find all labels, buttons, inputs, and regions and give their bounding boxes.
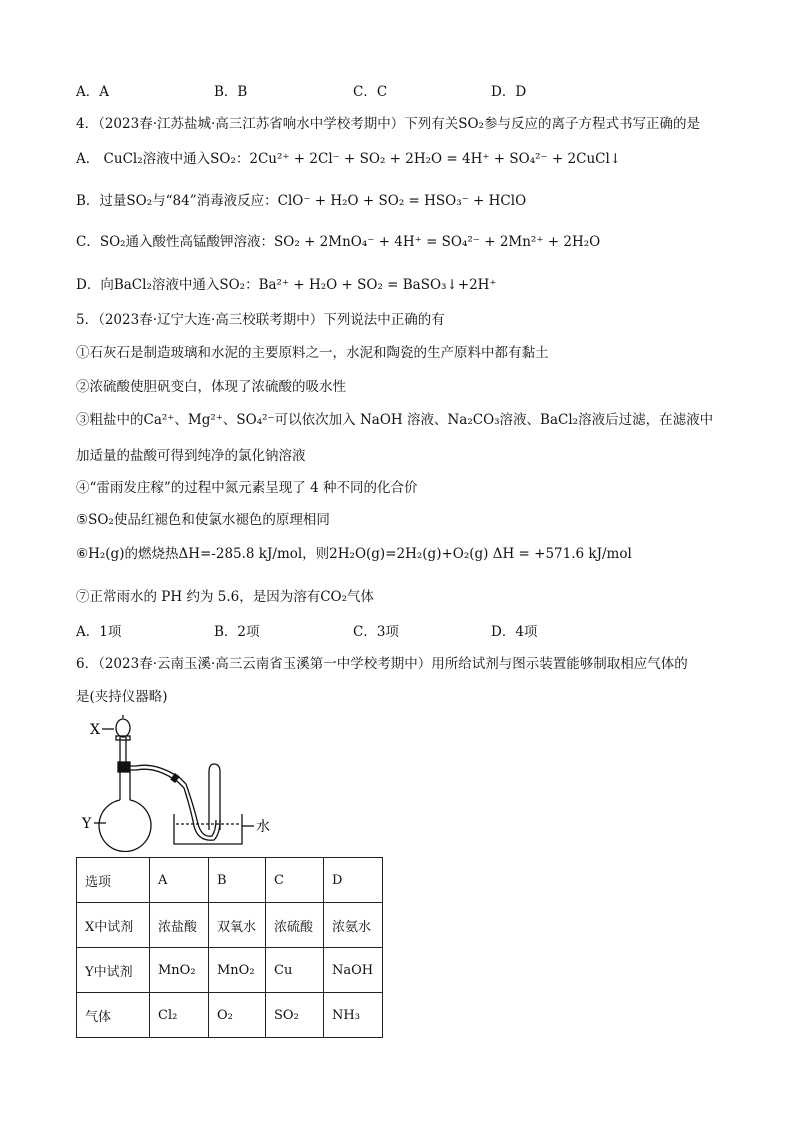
table-cell: NaOH [324, 948, 383, 993]
table-cell: 双氧水 [209, 903, 266, 948]
table-cell: 选项 [77, 858, 150, 903]
q5-item-5: ⑤SO₂使品红褪色和使氯水褪色的原理相同 [76, 512, 330, 528]
q4-option-d: D．向BaCl₂溶液中通入SO₂：Ba²⁺ + H₂O + SO₂ = BaSO₃↓+2H⁺ [76, 277, 497, 293]
table-cell: MnO₂ [150, 948, 209, 993]
table-cell: Y中试剂 [77, 948, 150, 993]
table-cell: 浓氨水 [324, 903, 383, 948]
table-cell: NH₃ [324, 993, 383, 1038]
q5-item-4: ④“雷雨发庄稼”的过程中氮元素呈现了 4 种不同的化合价 [76, 480, 418, 496]
q5-item-3: ③粗盐中的Ca²⁺、Mg²⁺、SO₄²⁻可以依次加入 NaOH 溶液、Na₂CO₃溶液、BaCl₂溶液后过滤，在滤液中 [76, 412, 714, 428]
table-cell: A [150, 858, 209, 903]
table-cell: O₂ [209, 993, 266, 1038]
option-d: D．4项 [491, 624, 538, 640]
q4-option-b: B．过量SO₂与“84”消毒液反应：ClO⁻ + H₂O + SO₂ = HSO₃⁻ + HClO [76, 193, 527, 209]
table-cell: Cl₂ [150, 993, 209, 1038]
table-row [77, 903, 383, 948]
table-cell: D [324, 858, 383, 903]
q5-item-6: ⑥H₂(g)的燃烧热ΔH=-285.8 kJ/mol，则2H₂O(g)=2H₂(g)+O₂(g) ΔH = +571.6 kJ/mol [76, 546, 632, 562]
q4-option-a: A． CuCl₂溶液中通入SO₂：2Cu²⁺ + 2Cl⁻ + SO₂ + 2H₂O = 4H⁺ + SO₄²⁻ + 2CuCl↓ [76, 151, 622, 167]
q5-item-3-cont: 加适量的盐酸可得到纯净的氯化钠溶液 [76, 448, 306, 464]
table-row [77, 993, 383, 1038]
gas-apparatus-figure [76, 712, 296, 852]
table-cell: C [266, 858, 324, 903]
option-a: A．1项 [76, 624, 122, 640]
q4-option-c: C．SO₂通入酸性高锰酸钾溶液：SO₂ + 2MnO₄⁻ + 4H⁺ = SO₄²⁻ + 2Mn²⁺ + 2H₂O [76, 234, 601, 250]
apparatus-drawing [76, 712, 296, 852]
label-water: 水 [256, 819, 270, 835]
option-c: C．C [353, 84, 388, 100]
q5-item-1: ①石灰石是制造玻璃和水泥的主要原料之一，水泥和陶瓷的生产原料中都有黏土 [76, 345, 549, 361]
table-cell: 气体 [77, 993, 150, 1038]
table-row [77, 858, 383, 903]
table-row [77, 948, 383, 993]
option-a: A．A [76, 84, 109, 100]
option-b: B．B [214, 84, 248, 100]
q5-item-2: ②浓硫酸使胆矾变白，体现了浓硫酸的吸水性 [76, 379, 346, 395]
table-cell: B [209, 858, 266, 903]
label-y: Y [82, 816, 92, 832]
table-cell: SO₂ [266, 993, 324, 1038]
table-cell: X中试剂 [77, 903, 150, 948]
option-b: B．2项 [214, 624, 260, 640]
q6-stem-line1: 6．（2023春·云南玉溪·高三云南省玉溪第一中学校考期中）用所给试剂与图示装置能够制取相应气体的 [76, 656, 688, 672]
q6-stem-line2: 是(夹持仪器略) [76, 689, 168, 705]
reagent-table [76, 857, 383, 1038]
q4-stem: 4．（2023春·江苏盐城·高三江苏省响水中学校考期中）下列有关SO₂参与反应的离子方程式书写正确的是 [76, 116, 701, 132]
table-cell: Cu [266, 948, 324, 993]
table-cell: MnO₂ [209, 948, 266, 993]
table-cell: 浓盐酸 [150, 903, 209, 948]
q5-stem: 5．（2023春·辽宁大连·高三校联考期中）下列说法中正确的有 [76, 312, 445, 328]
table-cell: 浓硫酸 [266, 903, 324, 948]
option-d: D．D [491, 84, 527, 100]
option-c: C．3项 [353, 624, 399, 640]
label-x: X [90, 722, 100, 738]
q5-item-7: ⑦正常雨水的 PH 约为 5.6，是因为溶有CO₂气体 [76, 589, 375, 605]
